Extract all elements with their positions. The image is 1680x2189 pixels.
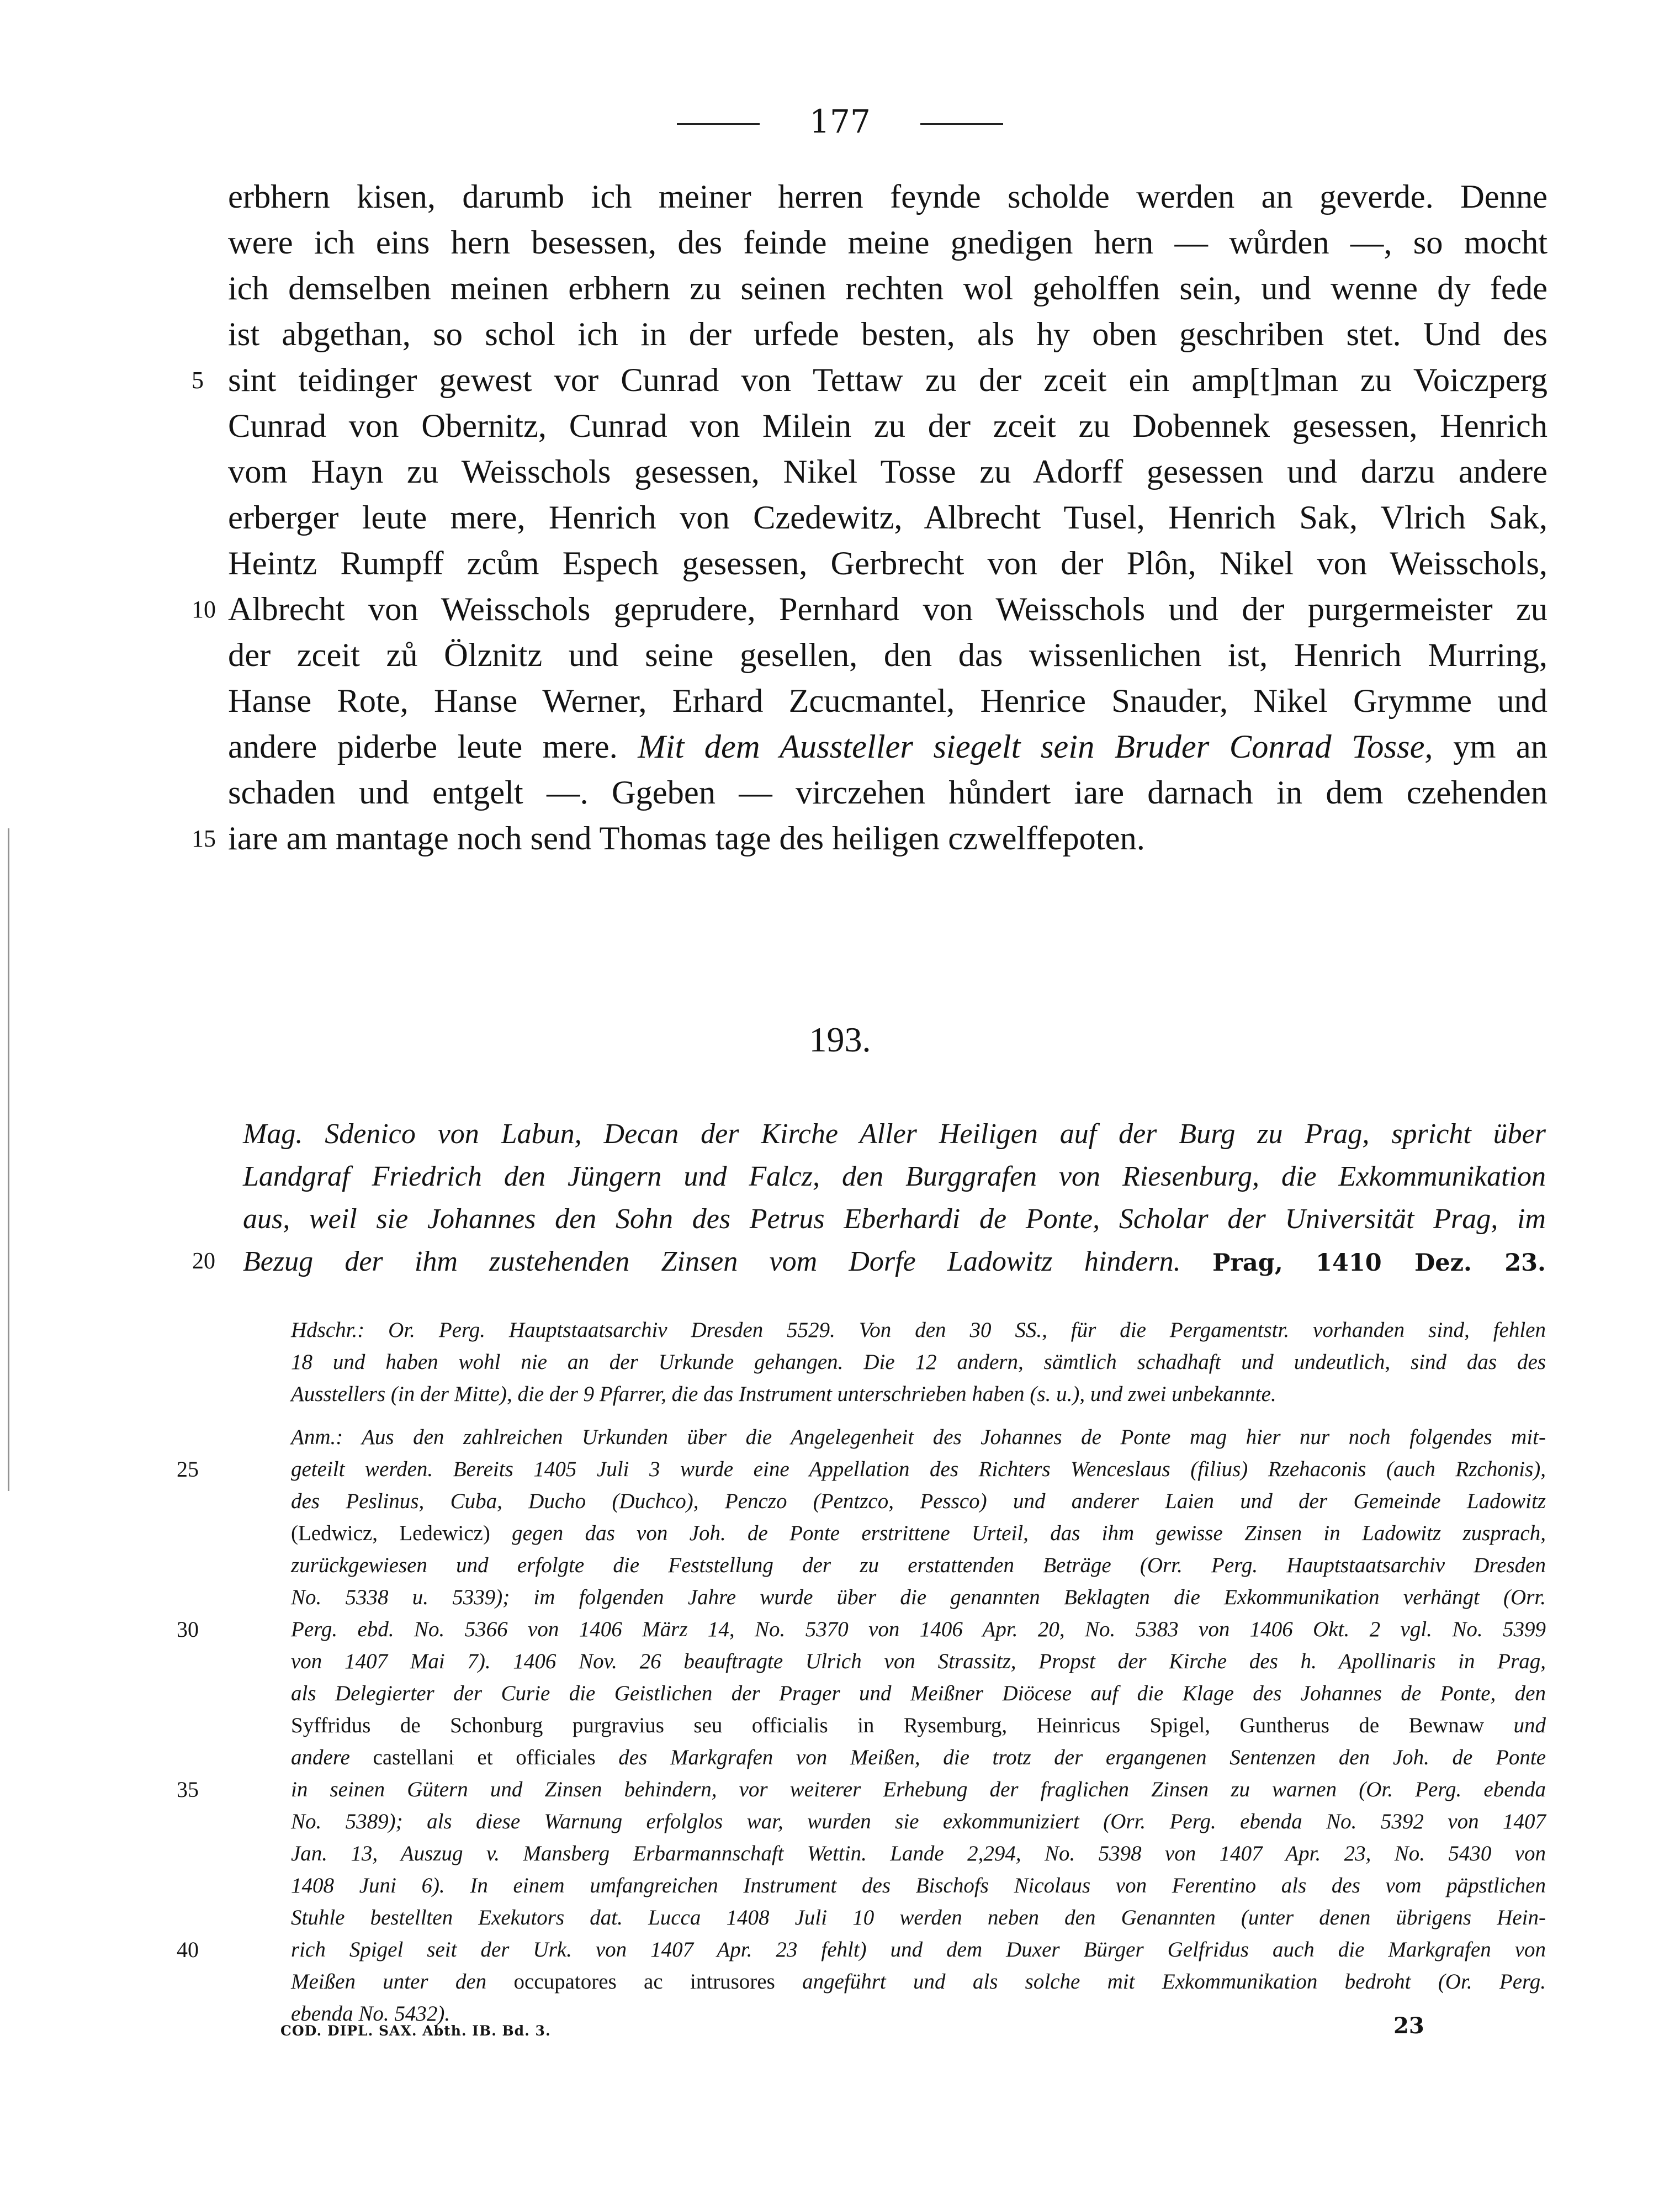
- text-line: 15 iare am mantage noch send Thomas tage des heiligen czwelffepoten.: [228, 816, 1547, 861]
- place-date: Prag, 1410 Dez. 23.: [1212, 1249, 1546, 1277]
- anm-line: von 1407 Mai 7). 1406 Nov. 26 beauftragte Ulrich von Strassitz, Propst der Kirche des h. Apollinaris in Prag,: [291, 1649, 1546, 1673]
- text-line: schaden und entgelt —. Ggeben — virczehen hůndert iare darnach in dem czehenden: [228, 774, 1547, 811]
- header-dash-right: [920, 123, 1003, 125]
- binding-edge-line: [8, 828, 9, 1491]
- text-line: vom Hayn zu Weisschols gesessen, Nikel Tosse zu Adorff gesessen und darzu andere: [228, 453, 1547, 490]
- text-line: Heintz Rumpff zcům Espech gesessen, Gerbrecht von der Plôn, Nikel von Weisschols,: [228, 545, 1547, 582]
- anm-line: andere castellani et officiales des Markgrafen von Meißen, die trotz der ergangenen Sentenzen den Joh. de Ponte: [291, 1746, 1546, 1769]
- anm-line: No. 5338 u. 5339); im folgenden Jahre wurde über die genannten Beklagten die Exkommunikation verhängt (Orr.: [291, 1585, 1546, 1609]
- text-line: 10 Albrecht von Weisschols geprudere, Pernhard von Weisschols und der purgermeister zu: [228, 586, 1547, 632]
- anm-line: Meißen unter den occupatores ac intrusores angeführt und als solche mit Exkommunikation bedroht (Or. Perg.: [291, 1970, 1546, 1994]
- text-line: 5 sint teidinger gewest vor Cunrad von Tettaw zu der zceit ein amp[t]man zu Voiczperg: [228, 357, 1547, 403]
- regest-line: 20 Bezug der ihm zustehenden Zinsen vom Dorfe Ladowitz hindern. Prag, 1410 Dez. 23.: [243, 1240, 1546, 1284]
- text-line: erberger leute mere, Henrich von Czedewitz, Albrecht Tusel, Henrich Sak, Vlrich Sak,: [228, 499, 1547, 536]
- anm-line: zurückgewiesen und erfolgte die Feststellung der zu erstattenden Beträge (Orr. Perg. Hauptstaatsarchiv Dresden: [291, 1553, 1546, 1577]
- line-number: 25: [177, 1457, 199, 1482]
- anm-line: Stuhle bestellten Exekutors dat. Lucca 1408 Juli 10 werden neben den Genannten (unter denen übrigens Hein-: [291, 1906, 1546, 1929]
- line-number: 35: [177, 1777, 199, 1802]
- page-number: 177: [809, 103, 871, 140]
- anm-line: als Delegierter der Curie die Geistlichen der Prager und Meißner Diöcese auf die Klage des Johannes de Ponte, den: [291, 1682, 1546, 1705]
- anm-line: des Peslinus, Cuba, Ducho (Duchco), Penczo (Pentzco, Pessco) und anderer Laien und der Gemeinde Ladowitz: [291, 1489, 1546, 1513]
- hdschr-line: Ausstellers (in der Mitte), die der 9 Pfarrer, die das Instrument unterschrieben haben (s. u.), und zwei unbekannte.: [291, 1382, 1276, 1406]
- editorial-notes: [177, 1314, 1546, 2030]
- anm-line: (Ledwicz, Ledewicz) gegen das von Joh. de Ponte erstrittene Urteil, das ihm gewisse Zinsen in Ladowitz zusprach,: [291, 1521, 1546, 1545]
- line-number: 5: [192, 367, 204, 394]
- anm-line: 40 rich Spigel seit der Urk. von 1407 Apr. 23 fehlt) und dem Duxer Bürger Gelfridus auch die Markgrafen von: [291, 1934, 1546, 1966]
- line-number: 20: [192, 1249, 215, 1274]
- anm-line: Syffridus de Schonburg purgravius seu officialis in Rysemburg, Heinricus Spigel, Guntherus de Bewnaw und: [291, 1714, 1546, 1737]
- hdschr-line: 18 und haben wohl nie an der Urkunde gehangen. Die 12 andern, sämtlich schadhaft und undeutlich, sind das des: [291, 1350, 1546, 1374]
- anm-line: ebenda No. 5432).: [291, 2002, 451, 2026]
- signature-footer: COD. DIPL. SAX. Abth. IB. Bd. 3.: [280, 2023, 551, 2039]
- page-header: [0, 99, 1680, 144]
- text-line: were ich eins hern besessen, des feinde meine gnedigen hern — wůrden —, so mocht: [228, 224, 1547, 261]
- line-number: 15: [192, 825, 216, 852]
- document-number: 193.: [809, 1020, 871, 1059]
- italic-editorial-note: Mit dem Aussteller siegelt sein Bruder Conrad Tosse,: [638, 728, 1433, 765]
- anm-line: 35 in seinen Gütern und Zinsen behindern, vor weiterer Erhebung der fraglichen Zinsen zu warnen (Or. Perg. ebenda: [291, 1774, 1546, 1806]
- line-number: 40: [177, 1937, 199, 1962]
- line-number: 10: [192, 596, 216, 623]
- text-line: andere piderbe leute mere. Mit dem Aussteller siegelt sein Bruder Conrad Tosse, ym an: [228, 728, 1547, 765]
- charter-text: [192, 174, 1547, 861]
- header-dash-left: [677, 123, 760, 125]
- anm-line: 30 Perg. ebd. No. 5366 von 1406 März 14, No. 5370 von 1406 Apr. 20, No. 5383 von 1406 Okt. 2 vgl. No. 5399: [291, 1614, 1546, 1646]
- anm-line: Jan. 13, Auszug v. Mansberg Erbarmannschaft Wettin. Lande 2,294, No. 5398 von 1407 Apr. 23, No. 5430 von: [291, 1842, 1546, 1865]
- anm-line: Anm.: Aus den zahlreichen Urkunden über die Angelegenheit des Johannes de Ponte mag hier nur noch folgendes mit-: [291, 1425, 1546, 1449]
- hdschr-line: Hdschr.: Or. Perg. Hauptstaatsarchiv Dresden 5529. Von den 30 SS., für die Pergamentstr. vorhanden sind, fehlen: [291, 1318, 1546, 1342]
- anm-line: 1408 Juni 6). In einem umfangreichen Instrument des Bischofs Nicolaus von Ferentino als des vom päpstlichen: [291, 1874, 1546, 1897]
- regest-line: Mag. Sdenico von Labun, Decan der Kirche Aller Heiligen auf der Burg zu Prag, spricht über: [243, 1118, 1546, 1150]
- text-line: der zceit zů Ölznitz und seine gesellen, den das wissenlichen ist, Henrich Murring,: [228, 637, 1547, 674]
- line-number: 30: [177, 1617, 199, 1642]
- anm-line: 25 geteilt werden. Bereits 1405 Juli 3 wurde eine Appellation des Richters Wenceslaus (filius) Rzehaconis (auch Rzchonis),: [291, 1453, 1546, 1485]
- signature-folio: 23: [1393, 2013, 1424, 2039]
- regest-line: Landgraf Friedrich den Jüngern und Falcz, den Burggrafen von Riesenburg, die Exkommunikation: [243, 1161, 1546, 1192]
- regest-summary: [192, 1113, 1546, 1284]
- anm-line: No. 5389); als diese Warnung erfolglos war, wurden sie exkommuniziert (Orr. Perg. ebenda No. 5392 von 1407: [291, 1810, 1546, 1833]
- text-line: Cunrad von Obernitz, Cunrad von Milein zu der zceit zu Dobennek gesessen, Henrich: [228, 408, 1547, 445]
- regest-line: aus, weil sie Johannes den Sohn des Petrus Eberhardi de Ponte, Scholar der Universität Prag, im: [243, 1203, 1546, 1235]
- text-line: ist abgethan, so schol ich in der urfede besten, als hy oben geschriben stet. Und des: [228, 316, 1547, 353]
- text-line: ich demselben meinen erbhern zu seinen rechten wol geholffen sein, und wenne dy fede: [228, 270, 1547, 307]
- text-line: Hanse Rote, Hanse Werner, Erhard Zcucmantel, Henrice Snauder, Nikel Grymme und: [228, 683, 1547, 720]
- text-line: erbhern kisen, darumb ich meiner herren feynde scholde werden an geverde. Denne: [228, 178, 1547, 215]
